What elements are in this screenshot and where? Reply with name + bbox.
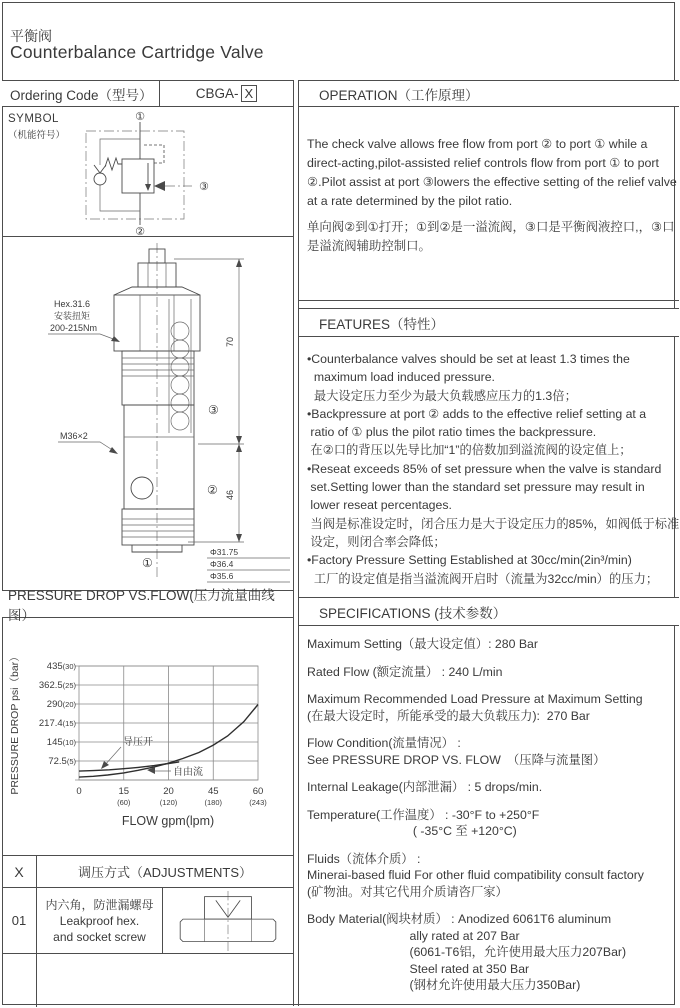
chart-ylabel: PRESSURE DROP psi（bar） — [9, 651, 21, 795]
dim-46: 46 — [225, 489, 235, 501]
features-list: •Counterbalance valves should be set at least 1.3 times the maximum load induced pressure. 最大设定压力至少为最大负载感应压力的1.3倍； •Backpressure at port ② adds to the effective relief setting at a ratio of ① plus the pilot ratio times the backpressure. 在②口的背压以先导比加“1”的倍数加到溢流阀的设定值上； •Reseat exceeds 85% of set pressure when the valve is standard set.Setting lower than the standard set pressure may result in lower reseat percentages. 当阀是标准设定时，闭合压力是大于设定压力的85%，如阀低于标准 设定，则闭合率会降低； •Factory Pressure Setting Established at 30cc/min(2in³/min) 工厂的设定值是指当溢流阀开启时（流量为32cc/min）的压力； — [307, 352, 680, 586]
svg-text:20: 20 — [163, 786, 174, 797]
mid-body — [124, 405, 194, 509]
spring-coil — [171, 376, 189, 394]
svg-text:145(10): 145(10) — [46, 737, 76, 748]
svg-text:435(30): 435(30) — [46, 661, 76, 672]
spring-icon — [105, 158, 122, 170]
svg-text:0: 0 — [76, 786, 82, 797]
spring-coil — [171, 394, 189, 412]
specifications-list: Maximum Setting（最大设定值）: 280 Bar Rated Flow (额定流量） : 240 L/min Maximum Recommended Load Pressure at Maximum Setting (在最大设定时，所能承受的最大负载压力): 270 Bar Flow Condition(流量情况） : See PRESSURE DROP VS. FLOW （压降与流量图） Internal Leakage(内部泄漏） : 5 drops/min. Temperature(工作温度） : -30°F to +250°F ( -35°C 至 +120°C) Fluids（流体介质） : Minerai-based fluid For other fluid compatibility consult factory (矿物油。对其它代用介质请咨厂家） Body Material(阀块材质） : Anodized 6061T6 aluminum ally rated at 207 Bar (6061-T6铝，允许使用最大压力207Bar) Steel rated at 350 Bar (钢材允许使用最大压力350Bar) — [307, 637, 644, 992]
adjustments-header-x: X — [2, 856, 37, 887]
dim-70: 70 — [225, 336, 235, 348]
svg-text:217.4(15): 217.4(15) — [38, 718, 76, 729]
anno-free-flow: 自由流 — [173, 767, 203, 778]
spring-coil — [171, 412, 189, 430]
drawing-port-1: ① — [142, 556, 153, 570]
operation-divider — [299, 300, 679, 301]
symbol-sublabel: （机能符号） — [8, 130, 66, 141]
thread-arrow — [109, 447, 118, 454]
valve-cross-section-drawing — [2, 237, 293, 590]
operation-text-zh: 单向阀②到①打开；①到②是一溢流阀，③口是平衡阀液控口,，③口是溢流阀辅助控制口。 — [307, 220, 675, 253]
symbol-port-3: ③ — [199, 181, 209, 193]
adjustment-code: 01 — [2, 888, 37, 953]
flow-chart-svg — [2, 618, 293, 855]
adjustment-desc-zh: 内六角，防泄漏螺母 — [45, 897, 154, 912]
adjustments-table — [2, 855, 293, 1006]
adjustments-row-01 — [2, 888, 293, 954]
symbol-label: SYMBOL — [8, 113, 59, 125]
symbol-port-1: ① — [135, 111, 145, 123]
adjustment-nut-cell — [163, 888, 293, 953]
svg-text:(120): (120) — [159, 798, 178, 807]
adjustments-header-label: 调压方式（ADJUSTMENTS） — [77, 865, 253, 880]
svg-text:72.5(5): 72.5(5) — [48, 756, 76, 767]
adjustment-desc-en2: and socket screw — [53, 929, 146, 944]
ordering-code-row — [2, 80, 293, 107]
chart-section — [2, 618, 293, 855]
upper-body — [122, 351, 194, 405]
hex-note-line2: 安装扭矩 — [54, 311, 91, 321]
hex-note-arrow — [111, 336, 120, 342]
check-branch-line — [100, 139, 140, 211]
page-title-en: Counterbalance Cartridge Valve — [10, 42, 264, 62]
hex-note-leader — [48, 334, 116, 340]
drawing-port-3: ③ — [208, 403, 219, 417]
valve-drawing-section — [2, 237, 293, 590]
check-ball-icon — [94, 173, 106, 185]
hex-note-line3: 200-215Nm — [50, 323, 98, 333]
pilot-open-curve — [79, 762, 179, 771]
page-title-zh: 平衡阀 — [10, 28, 52, 44]
svg-text:(180): (180) — [204, 798, 223, 807]
thread-leader — [58, 442, 114, 451]
dia-3: Φ35.6 — [210, 571, 234, 581]
lower-body — [122, 509, 194, 545]
ordering-code-x-box: X — [241, 85, 258, 102]
thread-label: M36×2 — [60, 431, 88, 441]
adjustment-description — [37, 888, 163, 953]
ordering-code-value — [160, 85, 293, 102]
hex-note-line1: Hex.31.6 — [54, 299, 91, 309]
svg-text:290(20): 290(20) — [46, 699, 76, 710]
ordering-code-label: Ordering Code（型号） — [2, 81, 160, 106]
symbol-section — [2, 107, 293, 237]
chart-xlabel: FLOW gpm(lpm) — [121, 814, 215, 828]
hex-nut-icon — [165, 891, 291, 951]
specifications-header: SPECIFICATIONS (技术参数） — [299, 597, 679, 626]
operation-text-en: The check valve allows free flow from port ② to port ① while a direct-acting,pilot-assisted relief controls flow from port ① to port ②.Pilot assist at port ③lowers the effective setting of the relief valve at a rate determined by the pilot ratio. — [307, 137, 677, 208]
check-seat — [94, 165, 106, 173]
dia-2: Φ36.4 — [210, 559, 234, 569]
adjustment-desc-en1: Leakproof hex. — [59, 913, 140, 928]
adjustments-header-row — [2, 856, 293, 888]
svg-text:362.5(25): 362.5(25) — [38, 680, 76, 691]
cross-port-hole — [131, 477, 153, 499]
ordering-code-prefix: CBGA- — [195, 86, 239, 101]
chart-section-header: PRESSURE DROP VS.FLOW(压力流量曲线图） — [2, 590, 293, 618]
adjustments-empty-cell — [2, 954, 37, 1007]
svg-text:60: 60 — [252, 786, 264, 797]
symbol-port-2: ② — [135, 226, 145, 237]
anno-pilot-open: 导压开 — [123, 737, 153, 748]
svg-text:45: 45 — [207, 786, 219, 797]
features-header: FEATURES（特性） — [299, 308, 679, 337]
dia-1: Φ31.75 — [210, 547, 239, 557]
operation-header: OPERATION（工作原理） — [299, 80, 679, 107]
left-column — [2, 80, 294, 1006]
svg-text:(243): (243) — [249, 798, 267, 807]
symbol-boundary-box — [86, 131, 184, 219]
svg-text:15: 15 — [118, 786, 130, 797]
spring-coil — [171, 358, 189, 376]
svg-text:(60): (60) — [117, 798, 131, 807]
right-column — [298, 80, 679, 1006]
pilot-dashed-line — [142, 145, 164, 163]
relief-arrow-head — [145, 184, 151, 191]
drawing-port-2: ② — [207, 483, 218, 497]
pilot-arrow-head — [154, 181, 165, 191]
